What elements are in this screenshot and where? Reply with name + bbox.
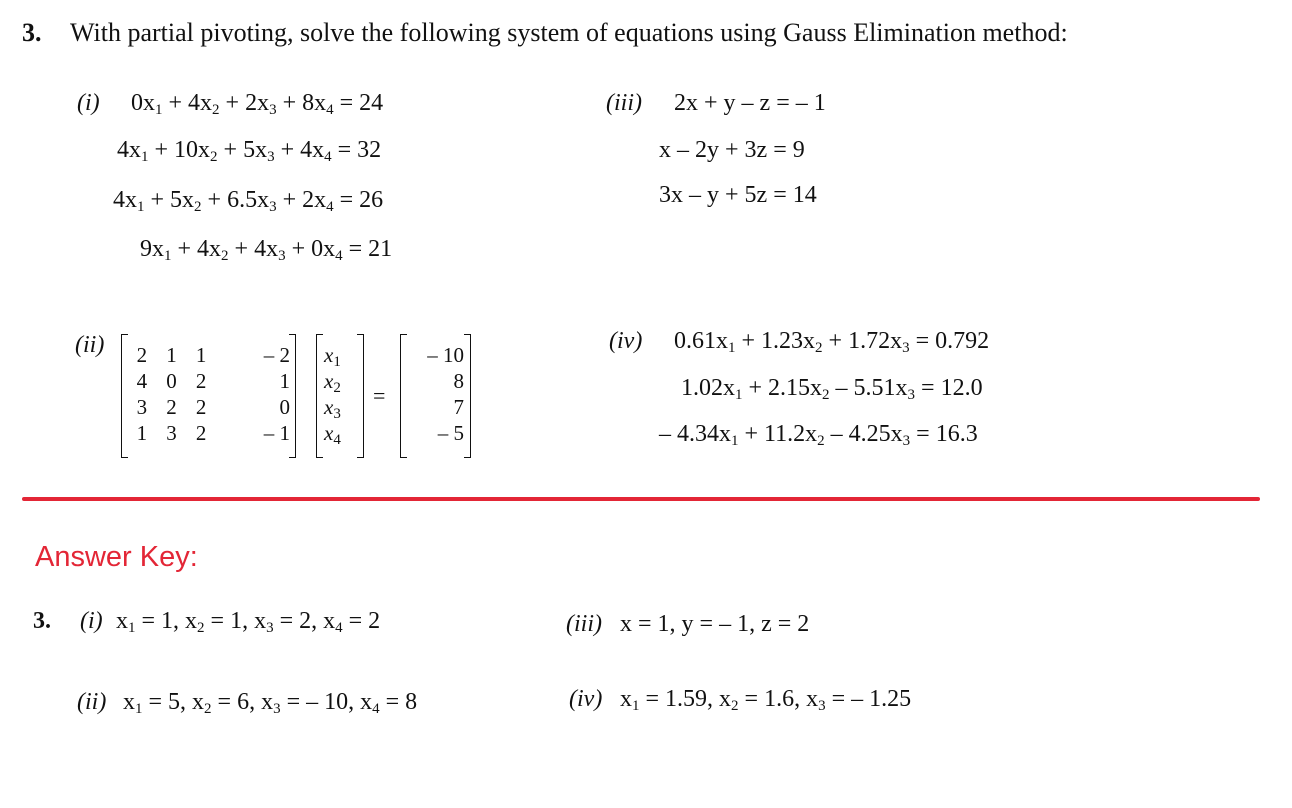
rhs-vector [400, 334, 471, 458]
matrix-cell: 0 [166, 369, 177, 393]
matrix-row [127, 420, 290, 446]
part-iii-equation: 2x + y – z = – 1 [674, 90, 826, 116]
answer-iii-label: (iii) [566, 611, 602, 637]
matrix-row [127, 342, 290, 368]
part-iii-label: (iii) [606, 90, 642, 116]
part-ii-label: (ii) [75, 332, 105, 358]
question-text: With partial pivoting, solve the following system of equations using Gauss Elimination method: [70, 18, 1068, 47]
question-number: 3. [22, 18, 42, 47]
matrix-row [127, 368, 290, 394]
matrix-cell: 1 [136, 421, 148, 445]
variable-cell: $x_1$ [324, 343, 341, 370]
matrix-cell: 4 [136, 369, 148, 393]
part-iii-equation: x – 2y + 3z = 9 [659, 137, 805, 163]
rhs-cell: 7 [453, 395, 464, 419]
part-iv-equation: $0.61x_1 + 1.23x_2 + 1.72x_3 = 0.792$ [674, 328, 990, 356]
matrix-cell: – 2 [263, 343, 290, 367]
answer-iv-text: $x_1 = 1.59$, $x_2 = 1.6$, $x_3$ = – 1.25 [620, 686, 912, 714]
coefficient-matrix [121, 334, 296, 458]
matrix-cell: 3 [166, 421, 177, 445]
part-iii-equation: 3x – y + 5z = 14 [659, 182, 817, 208]
variable-cell: $x_2$ [324, 369, 341, 396]
variable-cell: $x_4$ [324, 421, 341, 448]
answer-iii-text: x = 1, y = – 1, z = 2 [620, 611, 810, 637]
matrix-cell: 2 [195, 421, 207, 445]
answer-ii-text: $x_1 = 5$, $x_2 = 6$, $x_3$ = – 10, $x_4 = 8$ [123, 689, 418, 717]
answer-key-heading: Answer Key: [35, 541, 198, 573]
variable-vector [316, 334, 364, 458]
matrix-cell: 2 [195, 395, 207, 419]
matrix-cell: 2 [166, 395, 177, 419]
matrix-cell: 3 [136, 395, 148, 419]
part-i-label: (i) [77, 90, 100, 116]
rhs-cell: – 10 [427, 343, 464, 367]
answer-i-text: $x_1 = 1$, $x_2 = 1$, $x_3 = 2$, $x_4 = 2$ [116, 608, 381, 636]
part-i-equation: $9x_1 + 4x_2 + 4x_3 + 0x_4 = 21$ [140, 236, 393, 264]
answer-ii-label: (ii) [77, 689, 107, 715]
matrix-cell: 1 [166, 343, 177, 367]
answer-number: 3. [33, 608, 51, 634]
divider-rule [22, 497, 1260, 501]
rhs-cell: 8 [453, 369, 464, 393]
matrix-cell: 2 [195, 369, 207, 393]
part-i-equation: $4x_1 + 10x_2 + 5x_3 + 4x_4 = 32$ [117, 137, 382, 165]
matrix-equals-sign: = [373, 383, 386, 408]
matrix-cell: – 1 [263, 421, 290, 445]
part-iv-equation: – $4.34x_1 + 11.2x_2 - 4.25x_3 = 16.3$ [659, 421, 978, 449]
answer-i-label: (i) [80, 608, 103, 634]
rhs-cell: – 5 [437, 421, 464, 445]
part-iv-label: (iv) [609, 328, 643, 354]
matrix-cell: 1 [195, 343, 207, 367]
matrix-row [127, 394, 290, 420]
matrix-cell: 2 [136, 343, 148, 367]
matrix-cell: 1 [279, 369, 290, 393]
part-i-equation: $0x_1 + 4x_2 + 2x_3 + 8x_4 = 24$ [131, 90, 384, 118]
matrix-cell: 0 [279, 395, 290, 419]
part-iv-equation: $1.02x_1 + 2.15x_2 - 5.51x_3 = 12.0$ [681, 375, 983, 403]
answer-iv-label: (iv) [569, 686, 603, 712]
variable-cell: $x_3$ [324, 395, 341, 422]
part-i-equation: $4x_1 + 5x_2 + 6.5x_3 + 2x_4 = 26$ [113, 187, 384, 215]
